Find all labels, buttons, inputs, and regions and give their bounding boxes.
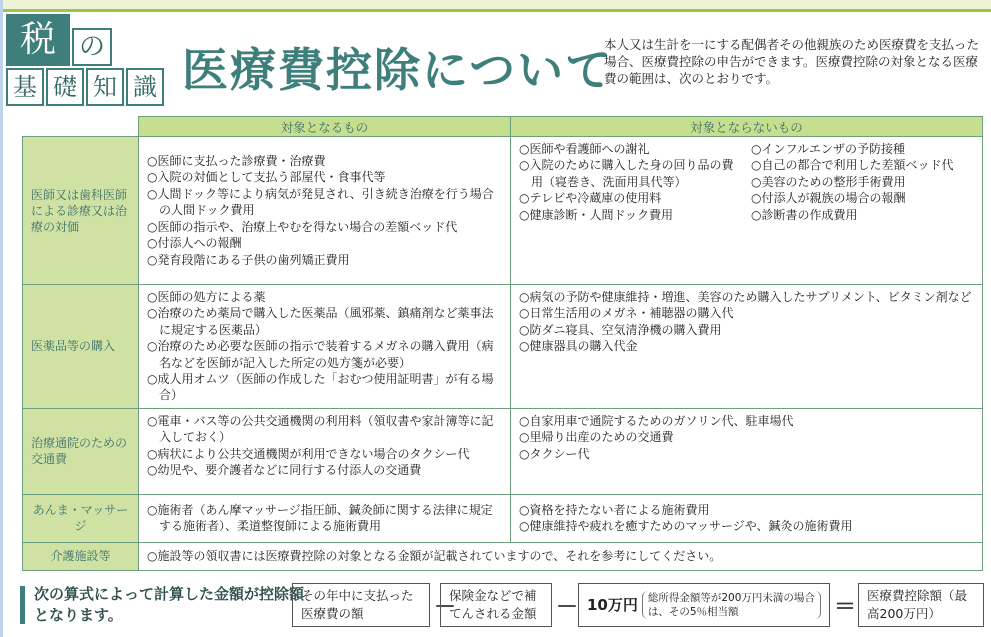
formula-section [20, 582, 986, 630]
non-target-cell [511, 408, 983, 494]
formula-lead: 次の算式によって計算した金額が控除額となります。 [34, 585, 305, 624]
category-medicine: 医薬品等の購入 [23, 285, 139, 409]
list-item: ○入院の対価として支払う部屋代・食事代等 [147, 170, 386, 185]
non-target-cell [511, 137, 983, 285]
list-item: ○付添人が親族の場合の報酬 [751, 191, 906, 206]
table-corner [23, 117, 139, 137]
logo-char-no: の [72, 28, 112, 66]
threshold-amount: 10万円 [587, 596, 638, 614]
list-item: ○発育段階にある子供の歯列矯正費用 [147, 252, 350, 267]
category-doctor-fees: 医師又は歯科医師による診療又は治療の対価 [23, 137, 139, 285]
list-item: ○診断書の作成費用 [751, 207, 858, 222]
table-row [23, 542, 983, 570]
care-facility-note: ○施設等の領収書には医療費控除の対象となる金額が記載されていますので、それを参考にしてください。 [139, 542, 983, 570]
table-row [23, 285, 983, 409]
category-transport: 治療通院のための交通費 [23, 408, 139, 494]
list-item: ○健康診断・人間ドック費用 [519, 207, 673, 222]
target-cell [139, 285, 511, 409]
formula-accent-bar [20, 586, 25, 624]
list-item: ○医師の指示や、治療上やむを得ない場合の差額ベッド代 [147, 219, 458, 234]
list-item: ○入院のために購入した身の回り品の費用（寝巻き、洗面用具代等） [519, 158, 734, 189]
list-item: ○治療のため薬局で購入した医薬品（風邪薬、鎮痛剤など薬事法に規定する医薬品） [147, 306, 494, 337]
list-item: ○病気の予防や健康維持・増進、美容のため購入したサプリメント、ビタミン剤など [519, 290, 972, 304]
list-item: ○防ダニ寝具、空気清浄機の購入費用 [519, 322, 722, 337]
logo-char-zei: 税 [6, 14, 70, 66]
table-row [23, 494, 983, 542]
header-target: 対象となるもの [139, 117, 511, 137]
list-item: ○電車・バス等の公共交通機関の利用料（領収書や家計簿等に記入しておく） [147, 413, 494, 445]
target-cell [139, 408, 511, 494]
list-item: ○美容のための整形手術費用 [751, 174, 906, 189]
formula-equals: ＝ [834, 595, 857, 620]
list-item: ○病状により公共交通機関が利用できない場合のタクシー代 [147, 446, 470, 461]
non-target-cell [511, 494, 983, 542]
table-header-row [23, 117, 983, 137]
header-non-target: 対象とならないもの [511, 117, 983, 137]
list-item: ○治療のため必要な医師の指示で装着するメガネの購入費用（病名などを医師が記入した所定の処方箋が必要） [147, 339, 494, 370]
list-item: ○テレビや冷蔵庫の使用料 [519, 191, 662, 206]
left-decorative-line [0, 0, 3, 637]
list-item: ○付添人への報酬 [147, 236, 242, 251]
target-cell [139, 494, 511, 542]
formula-minus-1: － [434, 595, 457, 620]
list-item: ○医師の処方による薬 [147, 290, 266, 304]
list-item: ○インフルエンザの予防接種 [751, 142, 905, 156]
list-item: ○日常生活用のメガネ・補聴器の購入代 [519, 306, 734, 321]
category-massage: あんま・マッサージ [23, 494, 139, 542]
deduction-table [22, 116, 983, 571]
list-item: ○資格を持たない者による施術費用 [519, 502, 710, 517]
page-title: 医療費控除について [182, 43, 614, 97]
intro-text: 本人又は生計を一にする配偶者その他親族のため医療費を支払った場合、医療費控除の申告ができます。医療費控除の対象となる医療費の範囲は、次のとおりです。 [604, 37, 980, 86]
list-item: ○タクシー代 [519, 446, 590, 461]
logo-char-chi: 知 [86, 68, 124, 106]
series-logo [6, 14, 166, 106]
list-item: ○人間ドック等により病気が発見され、引き続き治療を行う場合の人間ドック費用 [147, 186, 494, 218]
logo-char-shiki: 識 [126, 68, 164, 106]
formula-box-paid: その年中に支払った医療費の額 [292, 583, 430, 627]
table-row [23, 137, 983, 285]
list-item: ○自家用車で通院するためのガソリン代、駐車場代 [519, 413, 794, 428]
formula-box-insurance: 保険金などで補てんされる金額 [440, 583, 552, 627]
threshold-note: 総所得金額等が200万円未満の場合は、その5％相当額 [642, 591, 821, 619]
list-item: ○里帰り出産のための交通費 [519, 430, 674, 445]
logo-char-ki: 基 [6, 68, 44, 106]
non-target-cell [511, 285, 983, 409]
list-item: ○健康器具の購入代金 [519, 339, 638, 354]
formula-minus-2: － [556, 595, 579, 620]
list-item: ○医師に支払った診療費・治療費 [147, 154, 326, 169]
list-item: ○施術者（あん摩マッサージ指圧師、鍼灸師に関する法律に規定する施術者）、柔道整復師による施術費用 [147, 502, 493, 534]
formula-box-threshold [578, 583, 830, 627]
list-item: ○幼児や、要介護者などに同行する付添人の交通費 [147, 463, 422, 478]
list-item: ○健康維持や疲れを癒すためのマッサージや、鍼灸の施術費用 [519, 519, 853, 534]
list-item: ○医師や看護師への謝礼 [519, 142, 650, 156]
logo-char-so: 礎 [46, 68, 84, 106]
list-item: ○成人用オムツ（医師の作成した「おむつ使用証明書」が有る場合） [147, 372, 494, 403]
top-decorative-strip [0, 0, 991, 12]
formula-box-result: 医療費控除額（最高200万円） [858, 583, 984, 627]
table-row [23, 408, 983, 494]
category-care-facility: 介護施設等 [23, 542, 139, 570]
target-cell [139, 137, 511, 285]
list-item: ○自己の都合で利用した差額ベッド代 [751, 158, 954, 173]
